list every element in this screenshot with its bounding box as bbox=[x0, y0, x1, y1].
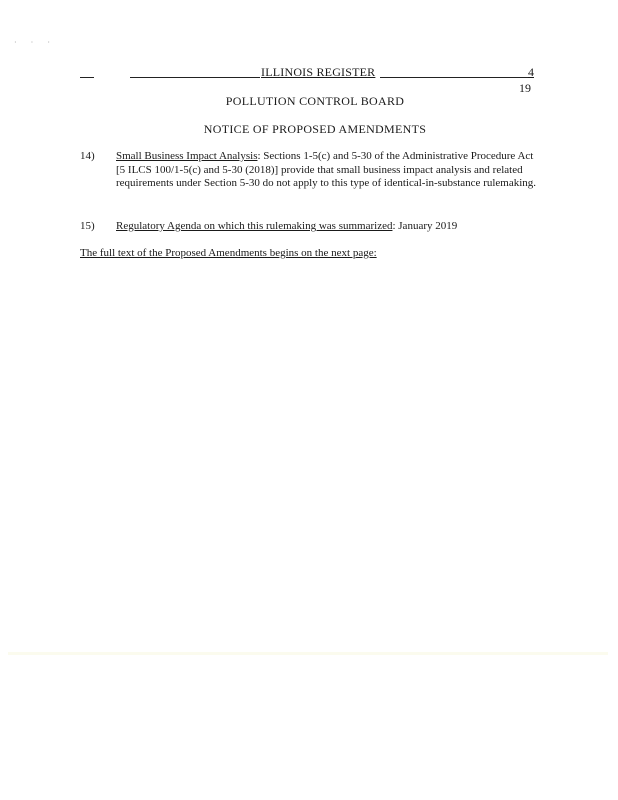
register-title: ILLINOIS REGISTER bbox=[261, 65, 376, 79]
issue-number: 19 bbox=[519, 81, 531, 95]
page-number: 4 bbox=[528, 65, 534, 79]
item-14-text: : Sections 1-5(c) and 5-30 of the Administrative Procedure Act [5 ILCS 100/1-5(c) and 5-30 (2018)] provide that small business impact analysis and related requirements under Section 5-30 do not apply to this type of identical-in-substance rulemaking. bbox=[116, 150, 537, 189]
item-15-text: : January 2019 bbox=[392, 220, 458, 232]
notice-title: NOTICE OF PROPOSED AMENDMENTS bbox=[203, 122, 427, 136]
agency-name: POLLUTION CONTROL BOARD bbox=[225, 94, 405, 108]
scan-tint bbox=[8, 652, 608, 655]
item-15-number: 15) bbox=[80, 220, 95, 232]
header-rule-right-b bbox=[418, 77, 532, 78]
scan-specks: · · · bbox=[14, 38, 56, 47]
header-rule-left bbox=[80, 77, 94, 78]
item-15-heading: Regulatory Agenda on which this rulemaking was summarized bbox=[116, 220, 393, 232]
item-14-heading: Small Business Impact Analysis bbox=[116, 150, 258, 162]
item-14-number: 14) bbox=[80, 150, 95, 162]
closing-statement: The full text of the Proposed Amendments begins on the next page: bbox=[80, 247, 377, 259]
item-15-body bbox=[116, 220, 540, 234]
item-14 bbox=[80, 150, 540, 191]
item-15 bbox=[80, 220, 540, 234]
header-rule-right-a bbox=[380, 77, 420, 78]
item-14-body bbox=[116, 150, 540, 191]
header-rule-mid bbox=[130, 77, 260, 78]
register-header bbox=[80, 64, 534, 80]
